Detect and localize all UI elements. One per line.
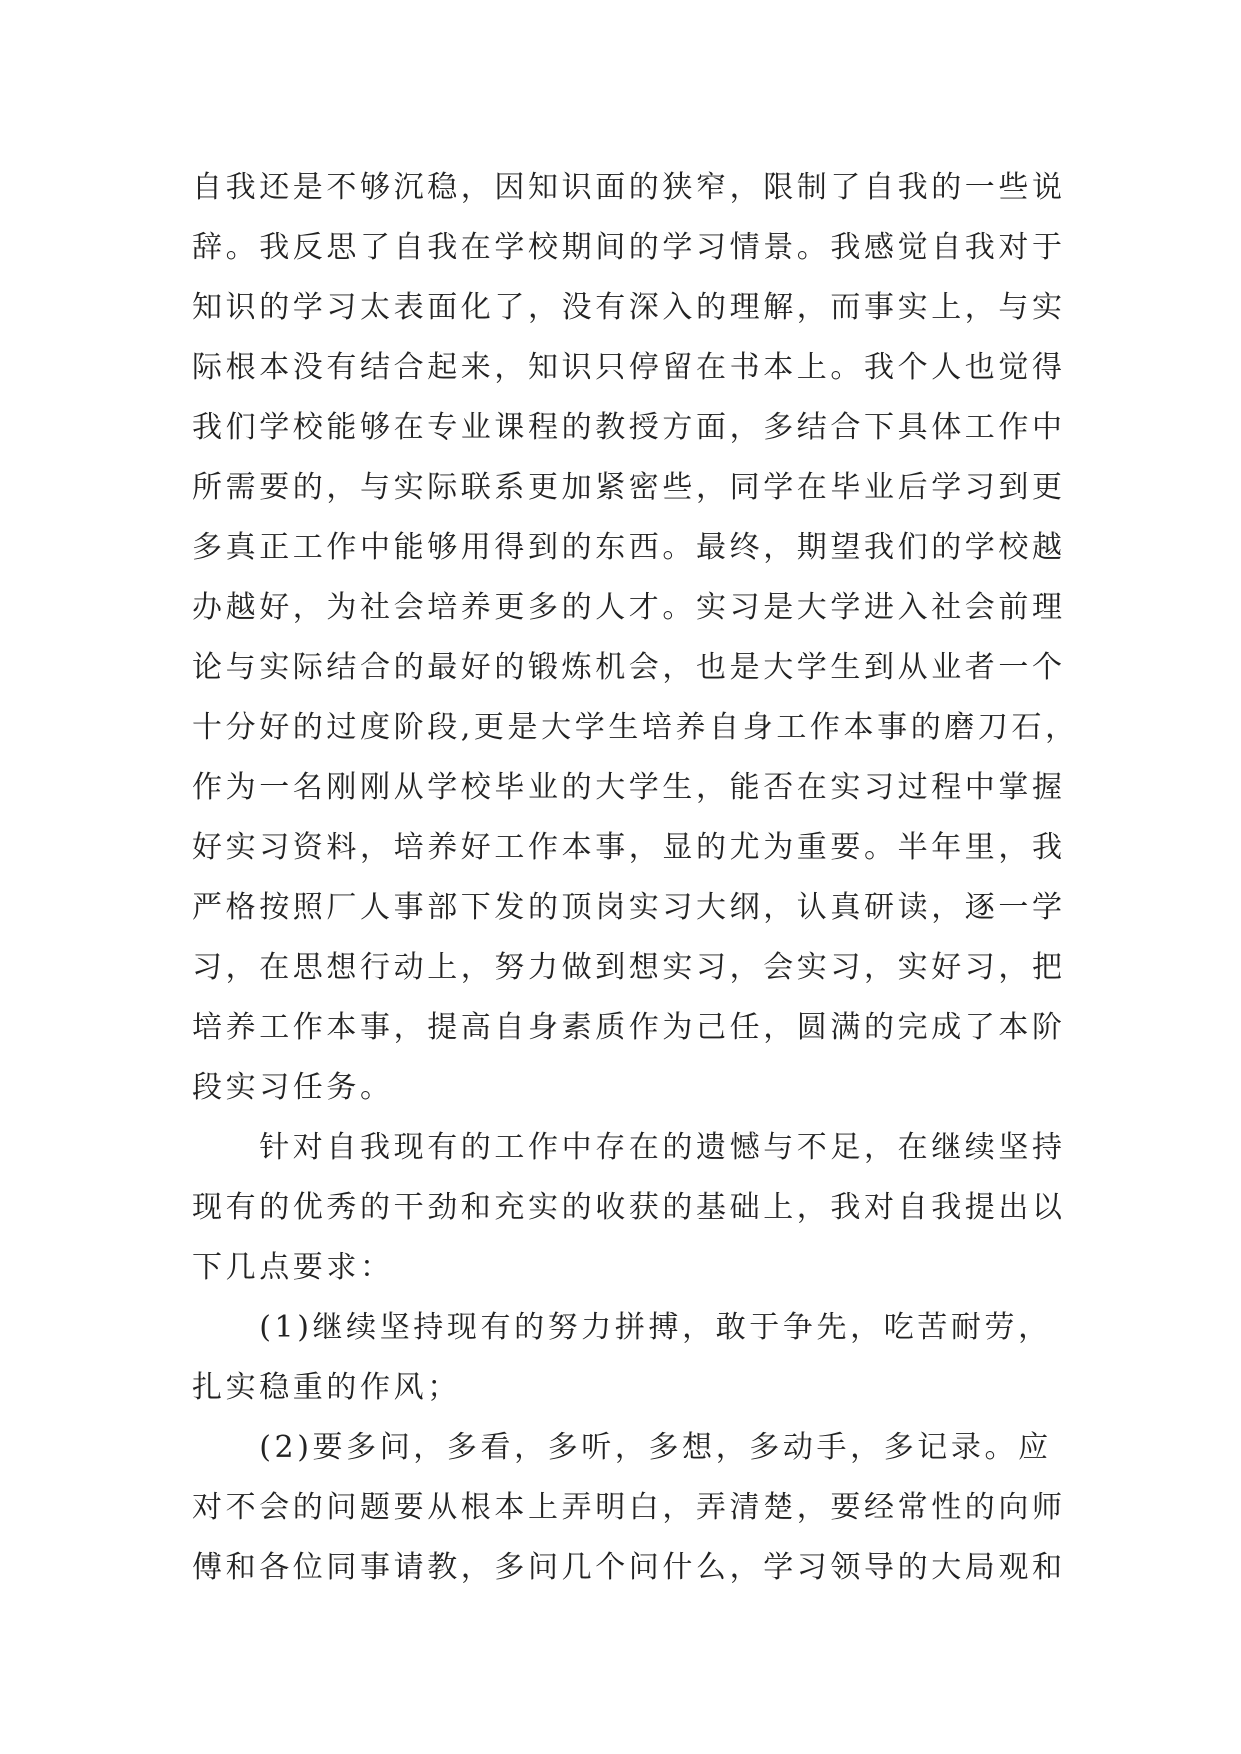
body-text bbox=[192, 158, 1079, 1598]
text-line: 培养工作本事，提高自身素质作为己任，圆满的完成了本阶 bbox=[192, 1010, 1066, 1045]
text-line: 针对自我现有的工作中存在的遗憾与不足，在继续坚持 bbox=[192, 1130, 1066, 1165]
text-line: 知识的学习太表面化了，没有深入的理解，而事实上，与实 bbox=[192, 290, 1066, 325]
text-line: 作为一名刚刚从学校毕业的大学生，能否在实习过程中掌握 bbox=[192, 770, 1066, 805]
text-line: 自我还是不够沉稳，因知识面的狭窄，限制了自我的一些说 bbox=[192, 170, 1066, 205]
text-line: 现有的优秀的干劲和充实的收获的基础上，我对自我提出以 bbox=[192, 1190, 1066, 1225]
text-line: 严格按照厂人事部下发的顶岗实习大纲，认真研读，逐一学 bbox=[192, 890, 1066, 925]
text-line: 习，在思想行动上，努力做到想实习，会实习，实好习，把 bbox=[192, 950, 1066, 985]
text-line: 下几点要求： bbox=[192, 1250, 394, 1285]
text-line: 所需要的，与实际联系更加紧密些，同学在毕业后学习到更 bbox=[192, 470, 1066, 505]
text-line: 多真正工作中能够用得到的东西。最终，期望我们的学校越 bbox=[192, 530, 1066, 565]
text-line: 十分好的过度阶段,更是大学生培养自身工作本事的磨刀石， bbox=[192, 710, 1079, 745]
text-line: 傅和各位同事请教，多问几个问什么，学习领导的大局观和 bbox=[192, 1550, 1066, 1585]
text-line: 我们学校能够在专业课程的教授方面，多结合下具体工作中 bbox=[192, 410, 1066, 445]
text-line: (2)要多问，多看，多听，多想，多动手，多记录。应 bbox=[192, 1430, 1052, 1465]
text-line: 对不会的问题要从根本上弄明白，弄清楚，要经常性的向师 bbox=[192, 1490, 1066, 1525]
text-line: 段实习任务。 bbox=[192, 1070, 394, 1105]
text-line: 论与实际结合的最好的锻炼机会，也是大学生到从业者一个 bbox=[192, 650, 1066, 685]
text-line: 扎实稳重的作风； bbox=[192, 1370, 461, 1405]
text-line: 好实习资料，培养好工作本事，显的尤为重要。半年里，我 bbox=[192, 830, 1066, 865]
text-line: (1)继续坚持现有的努力拼搏，敢于争先，吃苦耐劳， bbox=[192, 1310, 1052, 1345]
text-line: 辞。我反思了自我在学校期间的学习情景。我感觉自我对于 bbox=[192, 230, 1066, 265]
text-line: 际根本没有结合起来，知识只停留在书本上。我个人也觉得 bbox=[192, 350, 1066, 385]
text-line: 办越好，为社会培养更多的人才。实习是大学进入社会前理 bbox=[192, 590, 1066, 625]
